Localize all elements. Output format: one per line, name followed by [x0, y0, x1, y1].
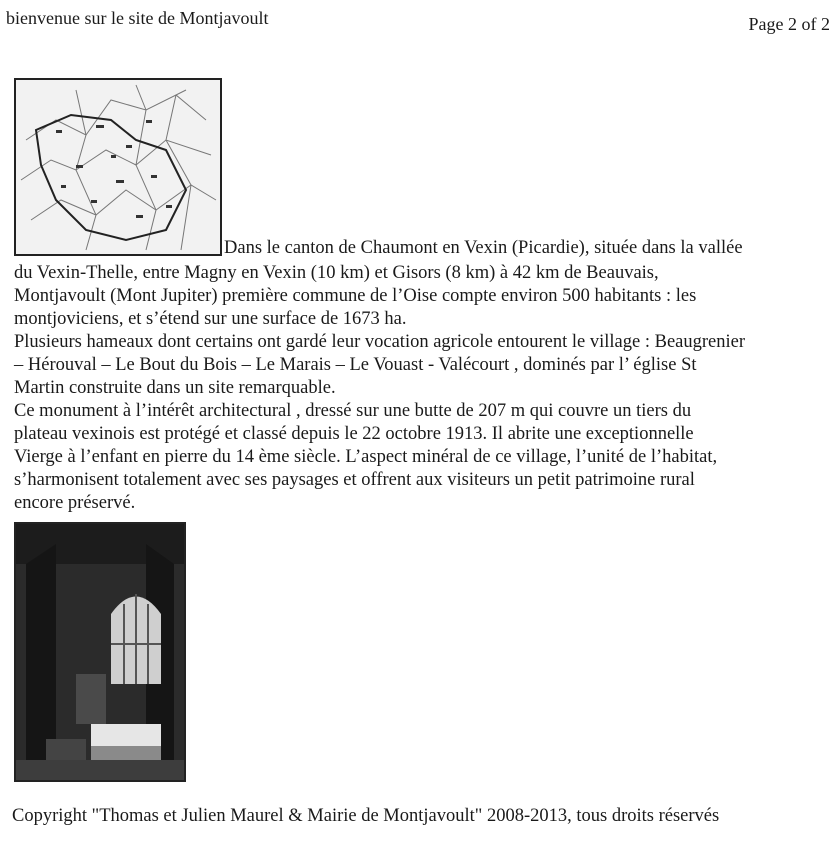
monument-line-1: Ce monument à l’intérêt architectural , dressé sur une butte de 207 m qui couvre un tiers du	[14, 401, 692, 421]
monument-line-2: plateau vexinois est protégé et classé depuis le 22 octobre 1913. Il abrite une exceptionnelle	[14, 424, 694, 444]
intro-line-3: Montjavoult (Mont Jupiter) première commune de l’Oise compte environ 500 habitants : les	[14, 286, 697, 306]
monument-line-4: s’harmonisent totalement avec ses paysages et offrent aux visiteurs un petit patrimoine rural	[14, 470, 695, 490]
copyright-notice: Copyright "Thomas et Julien Maurel & Mairie de Montjavoult" 2008-2013, tous droits réservés	[12, 806, 720, 826]
hamlets-line-1: Plusieurs hameaux dont certains ont gardé leur vocation agricole entourent le village : Beaugrenier	[14, 332, 746, 352]
page-indicator: Page 2 of 2	[748, 14, 830, 34]
intro-line-4: montjoviciens, et s’étend sur une surface de 1673 ha.	[14, 309, 407, 329]
monument-line-5: encore préservé.	[14, 493, 136, 513]
canton-map-image	[14, 78, 222, 256]
hamlets-line-3: Martin construite dans un site remarquable.	[14, 378, 336, 398]
intro-paragraph	[14, 262, 828, 515]
intro-line-2: du Vexin-Thelle, entre Magny en Vexin (10 km) et Gisors (8 km) à 42 km de Beauvais,	[14, 263, 659, 283]
monument-line-3: Vierge à l’enfant en pierre du 14 ème siècle. L’aspect minéral de ce village, l’unité de l’habitat,	[14, 447, 718, 467]
site-title: bienvenue sur le site de Montjavoult	[6, 8, 269, 28]
intro-line-1: Dans le canton de Chaumont en Vexin (Picardie), située dans la vallée	[224, 238, 743, 258]
hamlets-line-2: – Hérouval – Le Bout du Bois – Le Marais – Le Vouast - Valécourt , dominés par l’ église St	[14, 355, 697, 375]
church-interior-photo	[14, 522, 186, 782]
